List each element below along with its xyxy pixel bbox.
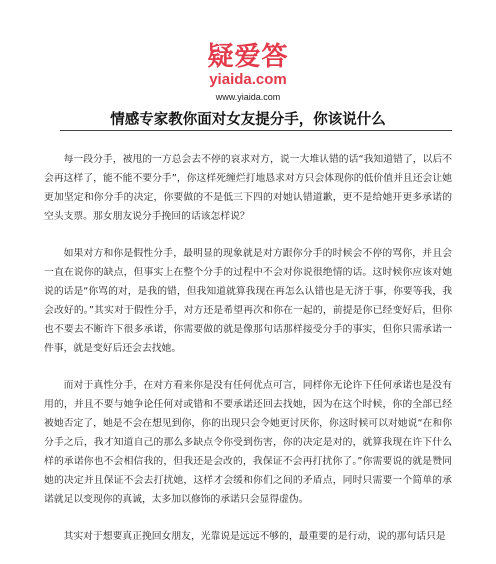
paragraph: 其实对于想要真正挽回女朋友，光靠说是远远不够的，最重要的是行动，说的那句话只是 (63, 531, 446, 542)
site-url: www.yiaida.com (215, 92, 281, 102)
title-divider (60, 130, 452, 131)
paragraph: 而对于真性分手，在对方看来你是没有任何优点可言，同样你无论许下任何承诺也是没有用的，并且不要与她争论任何对或错和不要承诺还回去找她，因为在这个时候，你的全部已经被她否定了，她是不会在想见到你，你的出现只会令她更讨厌你，你这时候可以对她说“在和你分手之后，我才知道自己的那么多缺点令你受到伤害，你的决定是对的，就算我现在许下什么样的承诺你也不会相信我的，但我还是会改的，我保证不会再打扰你了。”你需要说的就是赞同她的决定并且保证不会去打扰她，这样才会缓和你们之间的矛盾点，同时只需要一个简单的承诺就足以变现你的真诚，太多加以修饰的承诺只会显得虚伪。 (44, 380, 452, 505)
article-body (44, 150, 452, 564)
logo-name-en: yiaida.com (209, 71, 287, 88)
logo-name-cn: 疑爱答 (207, 42, 289, 72)
paragraph: 如果对方和你是假性分手，最明显的现象就是对方跟你分手的时候会不停的骂你，并且会一直在说你的缺点，但事实上在整个分手的过程中不会对你说很绝情的话。这时候你应该对她说的话是“你骂的对，是我的错，但我知道就算我现在再怎么认错也是无济于事，你要等我，我会改好的。”其实对于假性分手，对方还是希望再次和你在一起的，前提是你已经变好后，但你也不要去不断许下很多承诺，你需要做的就是像那句话那样接受分手的事实，但你只需承诺一件事，就是变好后还会去找她。 (44, 248, 452, 354)
site-logo (0, 42, 496, 88)
article-title: 情感专家教你面对女友提分手，你该说什么 (110, 112, 386, 128)
paragraph: 每一段分手，被甩的一方总会去不停的哀求对方，说一大堆认错的话“我知道错了，以后不会再这样了，能不能不要分手”，你这样死缠烂打地恳求对方只会体现你的低价值并且还会让她更加坚定和你分手的决定，你要做的不是低三下四的对她认错道歉，更不是给她开更多承诺的空头支票。那女朋友说分手挽回的话该怎样说？ (44, 154, 452, 222)
